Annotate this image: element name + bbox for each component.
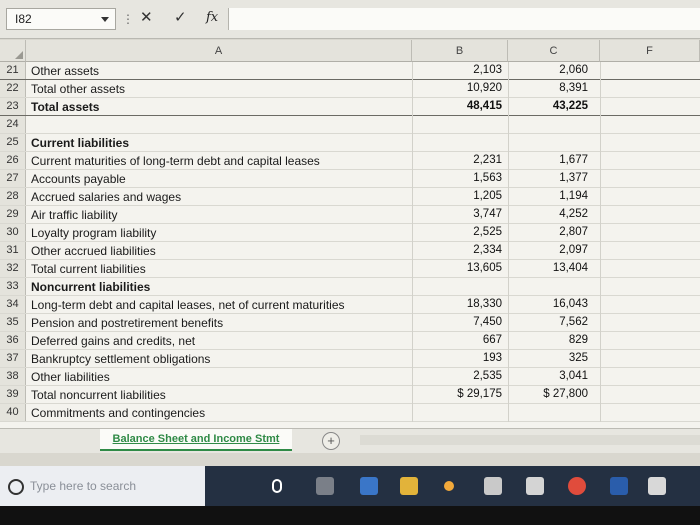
- column-divider: [508, 62, 509, 422]
- row-label[interactable]: Deferred gains and credits, net: [31, 334, 196, 348]
- cancel-icon[interactable]: ✕: [140, 9, 153, 26]
- cell-value-b[interactable]: 2,535: [473, 370, 502, 382]
- search-placeholder: Type here to search: [30, 479, 137, 493]
- column-header-f[interactable]: F: [600, 40, 700, 62]
- row-number[interactable]: 37: [0, 350, 26, 367]
- cell-value-c[interactable]: 3,041: [559, 370, 588, 382]
- table-row[interactable]: [0, 134, 700, 152]
- taskbar-search-box[interactable]: [0, 466, 205, 506]
- column-header-a[interactable]: A: [26, 40, 412, 62]
- row-label[interactable]: Commitments and contingencies: [31, 406, 206, 420]
- row-number[interactable]: 21: [0, 62, 26, 79]
- cell-value-c[interactable]: 1,677: [559, 154, 588, 166]
- cell-value-b[interactable]: 2,231: [473, 154, 502, 166]
- cell-value-c[interactable]: 2,060: [559, 64, 588, 76]
- row-label[interactable]: Noncurrent liabilities: [31, 280, 151, 294]
- horizontal-scrollbar[interactable]: [360, 435, 700, 445]
- row-label[interactable]: Air traffic liability: [31, 208, 118, 222]
- cell-value-c[interactable]: 4,252: [559, 208, 588, 220]
- table-row[interactable]: [0, 170, 700, 188]
- row-label[interactable]: Accrued salaries and wages: [31, 190, 182, 204]
- row-label[interactable]: Current maturities of long-term debt and capital leases: [31, 154, 320, 168]
- row-number[interactable]: 32: [0, 260, 26, 277]
- cell-value-c[interactable]: 829: [568, 334, 588, 346]
- enter-icon[interactable]: ✓: [174, 9, 187, 26]
- row-number[interactable]: 23: [0, 98, 26, 115]
- row-number[interactable]: 35: [0, 314, 26, 331]
- row-label[interactable]: Total noncurrent liabilities: [31, 388, 166, 402]
- cell-value-c[interactable]: 1,194: [559, 190, 588, 202]
- cell-value-c[interactable]: 8,391: [559, 82, 588, 94]
- cell-value-b[interactable]: 1,563: [473, 172, 502, 184]
- column-divider: [412, 62, 413, 422]
- row-number[interactable]: 39: [0, 386, 26, 403]
- row-label[interactable]: Bankruptcy settlement obligations: [31, 352, 211, 366]
- table-row[interactable]: [0, 62, 700, 80]
- row-number[interactable]: 30: [0, 224, 26, 241]
- row-label[interactable]: Total assets: [31, 100, 100, 114]
- windows-taskbar: [0, 466, 700, 506]
- name-box-value: I82: [15, 12, 32, 26]
- table-row[interactable]: [0, 116, 700, 134]
- formula-input[interactable]: [228, 8, 700, 30]
- table-row[interactable]: [0, 386, 700, 404]
- cell-value-b[interactable]: 48,415: [466, 100, 502, 112]
- sheet-tab-balance-sheet[interactable]: Balance Sheet and Income Stmt: [100, 429, 292, 451]
- cell-value-b[interactable]: 1,205: [473, 190, 502, 202]
- table-row[interactable]: [0, 350, 700, 368]
- cell-value-b[interactable]: 667: [482, 334, 502, 346]
- table-row[interactable]: [0, 80, 700, 98]
- table-row[interactable]: [0, 296, 700, 314]
- row-number[interactable]: 33: [0, 278, 26, 295]
- row-label[interactable]: Accounts payable: [31, 172, 126, 186]
- table-row[interactable]: [0, 278, 700, 296]
- table-row[interactable]: [0, 188, 700, 206]
- cell-value-b[interactable]: 3,747: [473, 208, 502, 220]
- word-icon[interactable]: [610, 477, 628, 495]
- row-number[interactable]: 40: [0, 404, 26, 421]
- table-row[interactable]: [0, 152, 700, 170]
- cell-value-b[interactable]: 7,450: [473, 316, 502, 328]
- cell-value-c[interactable]: 43,225: [552, 100, 588, 112]
- column-divider: [600, 62, 601, 422]
- column-header-c[interactable]: C: [508, 40, 600, 62]
- edge-icon[interactable]: [360, 477, 378, 495]
- table-row[interactable]: [0, 224, 700, 242]
- cell-value-c[interactable]: 16,043: [552, 298, 588, 310]
- row-number[interactable]: 29: [0, 206, 26, 223]
- row-number[interactable]: 31: [0, 242, 26, 259]
- table-row[interactable]: [0, 368, 700, 386]
- cell-value-c[interactable]: 2,097: [559, 244, 588, 256]
- row-number[interactable]: 38: [0, 368, 26, 385]
- row-label[interactable]: Total current liabilities: [31, 262, 146, 276]
- chevron-down-icon[interactable]: [101, 17, 109, 22]
- table-row[interactable]: [0, 98, 700, 116]
- cell-value-b[interactable]: 2,103: [473, 64, 502, 76]
- cell-value-b[interactable]: 2,334: [473, 244, 502, 256]
- microphone-icon[interactable]: [272, 479, 282, 493]
- row-number[interactable]: 24: [0, 116, 26, 133]
- row-label[interactable]: Other assets: [31, 64, 100, 78]
- table-row[interactable]: [0, 206, 700, 224]
- insert-function-icon[interactable]: fx: [206, 10, 219, 25]
- add-sheet-icon[interactable]: +: [322, 432, 340, 450]
- table-row[interactable]: [0, 242, 700, 260]
- name-box[interactable]: [6, 8, 116, 30]
- select-all-corner[interactable]: [0, 40, 26, 62]
- notification-icon[interactable]: [648, 477, 666, 495]
- column-header-b[interactable]: B: [412, 40, 508, 62]
- table-row[interactable]: [0, 260, 700, 278]
- chrome-icon[interactable]: [568, 477, 586, 495]
- row-label[interactable]: Long-term debt and capital leases, net of current maturities: [31, 298, 345, 312]
- row-label[interactable]: Other liabilities: [31, 370, 110, 384]
- monitor-bezel: [0, 506, 700, 525]
- cell-value-b[interactable]: 2,525: [473, 226, 502, 238]
- row-label[interactable]: Other accrued liabilities: [31, 244, 156, 258]
- cell-value-b[interactable]: 13,605: [466, 262, 502, 274]
- cell-value-c[interactable]: 13,404: [552, 262, 588, 274]
- row-label[interactable]: Total other assets: [31, 82, 126, 96]
- sheet-tab-bar: [0, 428, 700, 453]
- store-icon[interactable]: [444, 481, 454, 491]
- row-number[interactable]: 34: [0, 296, 26, 313]
- row-number[interactable]: 26: [0, 152, 26, 169]
- task-view-icon[interactable]: [316, 477, 334, 495]
- row-label[interactable]: Loyalty program liability: [31, 226, 157, 240]
- table-row[interactable]: [0, 332, 700, 350]
- row-number[interactable]: 22: [0, 80, 26, 97]
- cell-value-b[interactable]: 10,920: [466, 82, 502, 94]
- cell-value-b[interactable]: 18,330: [466, 298, 502, 310]
- row-number[interactable]: 28: [0, 188, 26, 205]
- cell-value-b[interactable]: 193: [482, 352, 502, 364]
- worksheet-grid[interactable]: [0, 40, 700, 452]
- row-label[interactable]: Current liabilities: [31, 136, 130, 150]
- row-number[interactable]: 25: [0, 134, 26, 151]
- cell-value-b[interactable]: $ 29,175: [457, 388, 502, 400]
- row-number[interactable]: 27: [0, 170, 26, 187]
- cell-value-c[interactable]: 1,377: [559, 172, 588, 184]
- table-row[interactable]: [0, 404, 700, 422]
- formula-bar-separator: ⋮: [122, 12, 135, 26]
- app-icon[interactable]: [484, 477, 502, 495]
- formula-bar: [0, 0, 700, 39]
- cell-value-c[interactable]: 2,807: [559, 226, 588, 238]
- cortana-icon: [8, 479, 24, 495]
- cell-value-c[interactable]: 7,562: [559, 316, 588, 328]
- file-explorer-icon[interactable]: [400, 477, 418, 495]
- cell-value-c[interactable]: $ 27,800: [543, 388, 588, 400]
- cell-value-c[interactable]: 325: [568, 352, 588, 364]
- row-number[interactable]: 36: [0, 332, 26, 349]
- row-label[interactable]: Pension and postretirement benefits: [31, 316, 224, 330]
- table-row[interactable]: [0, 314, 700, 332]
- mail-icon[interactable]: [526, 477, 544, 495]
